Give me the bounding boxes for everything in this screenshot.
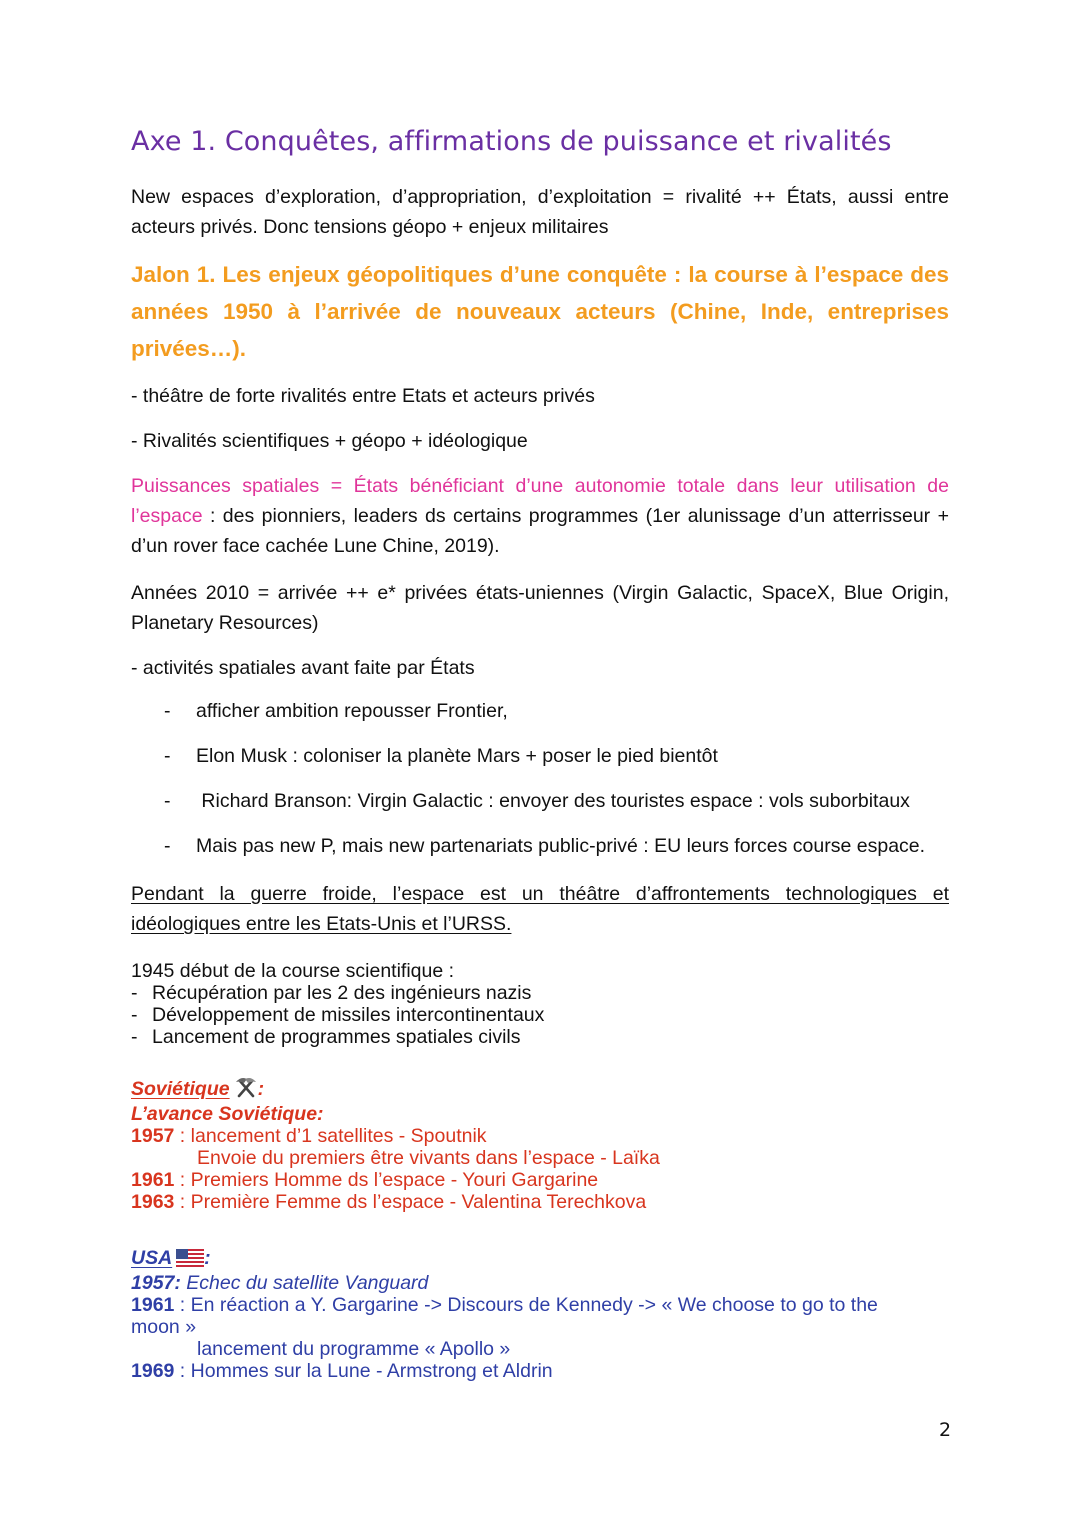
rivalry-line: - théâtre de forte rivalités entre Etats et acteurs privés [131, 385, 595, 407]
soviet-subheading: L’avance Soviétique: [131, 1103, 324, 1125]
annees-2010-paragraph: Années 2010 = arrivée ++ e* privées états-uniennes (Virgin Galactic, SpaceX, Blue Origin, Planetary Resources) [131, 582, 949, 634]
list-item: - afficher ambition repousser Frontier, [164, 700, 508, 722]
puissances-paragraph [131, 471, 949, 561]
puissances-definition: Puissances spatiales = États bénéficiant d’une autonomie totale dans leur utilisation de l’espace [131, 475, 949, 527]
timeline-entry: 1961 : En réaction a Y. Gargarine -> Discours de Kennedy -> « We choose to go to the moon » [131, 1294, 878, 1338]
course-block [131, 960, 949, 1048]
course-list [131, 982, 949, 1048]
activites-line: - activités spatiales avant faite par États [131, 657, 475, 679]
us-flag-icon [176, 1249, 204, 1272]
usa-heading: USA : [131, 1247, 921, 1272]
list-item: - Mais pas new P, mais new partenariats public-privé : EU leurs forces course espace. [164, 835, 926, 857]
timeline-entry: 1961 : Premiers Homme ds l’espace - Youri Gargarine [131, 1169, 599, 1191]
list-item: - Développement de missiles intercontinentaux [131, 1004, 949, 1026]
usa-section [131, 1247, 921, 1382]
soviet-heading: Soviétique : [131, 1076, 949, 1103]
timeline-entry: 1963 : Première Femme ds l’espace - Valentina Terechkova [131, 1191, 647, 1213]
puissances-rest: : des pionniers, leaders ds certains programmes (1er alunissage d’un atterrisseur + d’un rover face cachée Lune Chine, 2019). [131, 505, 949, 557]
bullet-list [131, 696, 949, 876]
timeline-entry: 1957 : lancement d’1 satellites - Spoutnik [131, 1125, 487, 1147]
soviet-section [131, 1076, 949, 1213]
page-number: 2 [939, 1419, 952, 1441]
timeline-entry: Envoie du premiers être vivants dans l’espace - Laïka [197, 1147, 660, 1169]
timeline-entry: 1957: Echec du satellite Vanguard [131, 1272, 429, 1294]
hammer-and-pick-icon [234, 1076, 258, 1103]
list-item: - Lancement de programmes spatiales civils [131, 1026, 949, 1048]
rivalries-line: - Rivalités scientifiques + géopo + idéologique [131, 430, 528, 452]
list-item: - Récupération par les 2 des ingénieurs nazis [131, 982, 949, 1004]
course-intro: 1945 début de la course scientifique : [131, 960, 455, 982]
intro-paragraph: New espaces d’exploration, d’appropriation, d’exploitation = rivalité ++ États, aussi entre acteurs privés. Donc tensions géopo + enjeux militaires [131, 186, 949, 238]
list-item: - Richard Branson: Virgin Galactic : envoyer des touristes espace : vols suborbitaux [164, 790, 910, 812]
timeline-entry: 1969 : Hommes sur la Lune - Armstrong et Aldrin [131, 1360, 553, 1382]
list-item: - Elon Musk : coloniser la planète Mars + poser le pied bientôt [164, 745, 718, 767]
page-title: Axe 1. Conquêtes, affirmations de puissance et rivalités [131, 126, 892, 157]
jalon-heading: Jalon 1. Les enjeux géopolitiques d’une conquête : la course à l’espace des années 1950 à l’arrivée de nouveaux acteurs (Chine, Inde, entreprises privées…). [131, 262, 949, 361]
timeline-entry: lancement du programme « Apollo » [197, 1338, 511, 1360]
guerre-froide-paragraph: Pendant la guerre froide, l’espace est un théâtre d’affrontements technologiques et idéologiques entre les Etats-Unis et l’URSS. [131, 883, 949, 935]
